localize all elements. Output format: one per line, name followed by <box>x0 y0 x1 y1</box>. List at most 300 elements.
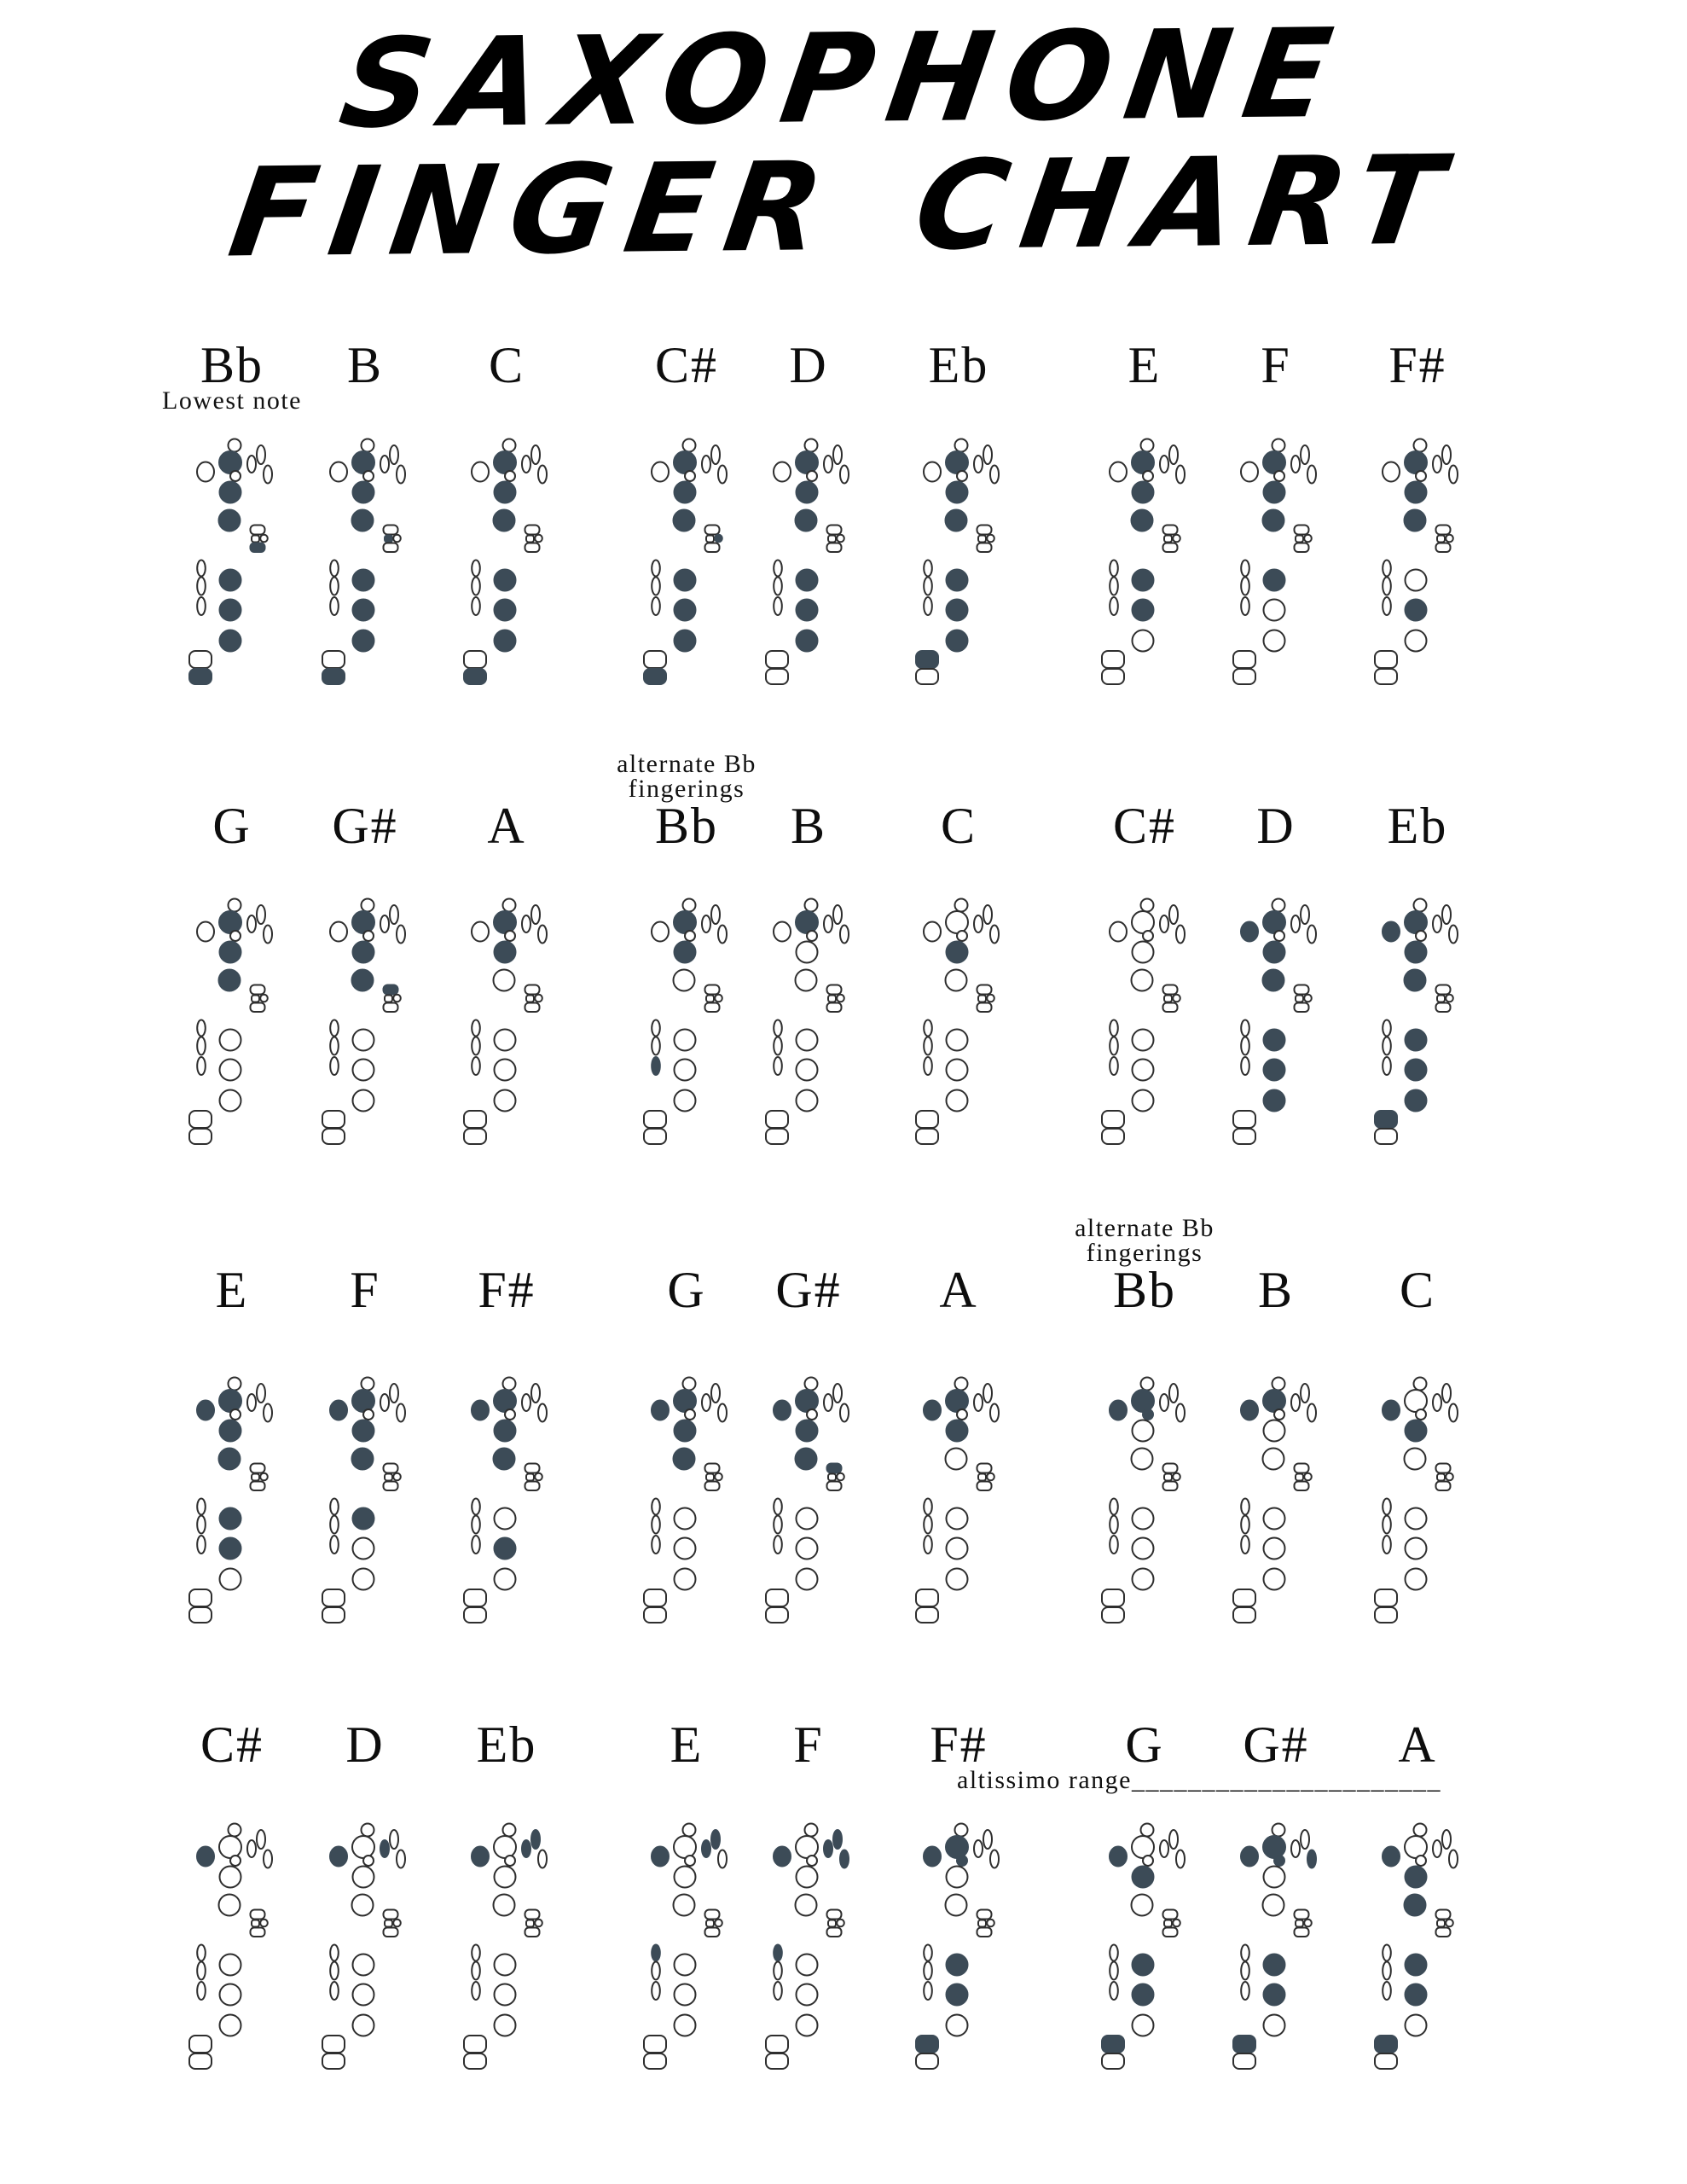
e-main-key-icon <box>1264 600 1285 621</box>
low-c-pinky-key-icon <box>189 2053 212 2069</box>
palm-d-key-icon <box>974 1840 983 1857</box>
f-main-key-icon <box>675 1508 696 1530</box>
b-main-key-icon <box>1263 451 1285 473</box>
eb-pinky-key-icon <box>644 651 666 668</box>
palm-eb-key-icon <box>1442 445 1451 464</box>
front-f-key-icon <box>229 1378 241 1391</box>
bis-bb-key-icon <box>957 1856 967 1866</box>
palm-d-key-icon <box>824 915 832 932</box>
octave-key-icon <box>330 1847 347 1867</box>
fingering-diagram <box>1231 1815 1325 2071</box>
f-main-key-icon <box>353 1030 374 1051</box>
side-e-key-icon <box>197 1499 206 1515</box>
a-main-key-icon <box>797 1420 818 1442</box>
fingering-diagram <box>641 431 735 687</box>
low-b-pinky-key-icon <box>385 1920 392 1927</box>
fingering-diagram <box>1372 431 1466 687</box>
side-e-key-icon <box>197 1945 206 1961</box>
g-sharp-pinky-key-icon <box>384 1464 398 1473</box>
e-main-key-icon <box>947 600 968 621</box>
eb-pinky-key-icon <box>189 2036 212 2053</box>
low-b-pinky-key-icon <box>1437 996 1445 1002</box>
g-main-key-icon <box>796 510 817 531</box>
side-e-key-icon <box>1383 1499 1391 1515</box>
eb-pinky-key-icon <box>1233 1589 1255 1606</box>
low-c-sharp-pinky-key-icon <box>987 1473 994 1481</box>
g-sharp-pinky-key-icon <box>1436 526 1451 535</box>
low-c-sharp-pinky-key-icon <box>1173 1920 1180 1927</box>
octave-key-icon <box>924 1847 941 1867</box>
palm-eb-key-icon <box>1301 445 1309 464</box>
g-sharp-pinky-key-icon <box>705 985 720 995</box>
low-b-pinky-key-icon <box>706 1474 714 1481</box>
octave-key-icon <box>1383 1847 1400 1867</box>
d-main-key-icon <box>797 2015 818 2036</box>
palm-f-key-icon <box>1449 926 1458 944</box>
side-e-key-icon <box>774 1499 782 1515</box>
low-bb-pinky-key-icon <box>525 1482 540 1491</box>
front-f-key-icon <box>955 439 968 452</box>
side-bb-key-icon <box>774 1536 782 1554</box>
eb-pinky-key-icon <box>464 1111 486 1128</box>
b-main-key-icon <box>1132 451 1154 473</box>
side-e-key-icon <box>1110 1945 1118 1961</box>
b-main-key-icon <box>494 1390 516 1412</box>
low-b-pinky-key-icon <box>978 1474 986 1481</box>
side-c-key-icon <box>924 1516 932 1534</box>
fingering-diagram <box>913 1369 1007 1625</box>
fingering-diagram <box>320 1369 414 1625</box>
side-c-key-icon <box>1241 1516 1249 1534</box>
note-label: E <box>215 1262 249 1318</box>
note-label: B <box>790 798 827 854</box>
palm-d-key-icon <box>1433 1394 1441 1411</box>
front-f-key-icon <box>683 1824 696 1837</box>
e-main-key-icon <box>495 1060 516 1081</box>
palm-f-key-icon <box>397 1404 405 1422</box>
e-main-key-icon <box>353 1538 374 1560</box>
eb-pinky-key-icon <box>189 1111 212 1128</box>
d-main-key-icon <box>353 1569 374 1590</box>
low-c-sharp-pinky-key-icon <box>535 535 542 543</box>
palm-f-key-icon <box>538 926 547 944</box>
front-f-key-icon <box>1272 1378 1285 1391</box>
low-b-pinky-key-icon <box>1437 536 1445 543</box>
bis-bb-key-icon <box>685 471 695 481</box>
fingering-diagram <box>1099 891 1193 1147</box>
g-main-key-icon <box>352 1449 374 1470</box>
eb-pinky-key-icon <box>1233 1111 1255 1128</box>
low-c-sharp-pinky-key-icon <box>837 1473 844 1481</box>
side-bb-key-icon <box>924 1057 932 1075</box>
alternate-fingering-note: alternate Bb <box>617 750 757 778</box>
front-f-key-icon <box>955 1378 968 1391</box>
bis-bb-key-icon <box>505 1409 515 1420</box>
side-bb-key-icon <box>1110 1057 1118 1075</box>
palm-d-key-icon <box>1433 456 1441 473</box>
side-e-key-icon <box>1110 1499 1118 1515</box>
low-bb-pinky-key-icon <box>525 1003 540 1013</box>
g-sharp-pinky-key-icon <box>384 985 398 995</box>
eb-pinky-key-icon <box>1102 2036 1124 2053</box>
d-main-key-icon <box>1406 1090 1427 1112</box>
eb-pinky-key-icon <box>1102 1111 1124 1128</box>
bis-bb-key-icon <box>807 1856 817 1866</box>
note-label: F# <box>930 1716 988 1773</box>
side-c-key-icon <box>774 1516 782 1534</box>
fingering-diagram <box>763 431 857 687</box>
low-bb-pinky-key-icon <box>705 1482 720 1491</box>
a-main-key-icon <box>220 942 241 963</box>
f-main-key-icon <box>495 1955 516 1976</box>
side-bb-key-icon <box>1241 1982 1249 2000</box>
lowest-note-caption: Lowest note <box>162 386 302 415</box>
octave-key-icon <box>1110 922 1127 942</box>
eb-pinky-key-icon <box>1233 2036 1255 2053</box>
octave-key-icon <box>652 922 669 942</box>
side-bb-key-icon <box>1383 1982 1391 2000</box>
bis-bb-key-icon <box>1274 471 1284 481</box>
bis-bb-key-icon <box>505 931 515 941</box>
palm-eb-key-icon <box>983 905 992 924</box>
eb-pinky-key-icon <box>1375 1589 1397 1606</box>
note-label: A <box>487 798 526 854</box>
fingering-diagram <box>320 1815 414 2071</box>
eb-pinky-key-icon <box>766 1111 788 1128</box>
low-b-pinky-key-icon <box>526 536 534 543</box>
palm-f-key-icon <box>990 1850 999 1868</box>
fingering-diagram <box>913 891 1007 1147</box>
side-bb-key-icon <box>1383 597 1391 615</box>
bis-bb-key-icon <box>685 1409 695 1420</box>
low-b-pinky-key-icon <box>828 996 836 1002</box>
palm-eb-key-icon <box>1442 905 1451 924</box>
b-main-key-icon <box>1405 911 1427 933</box>
octave-key-icon <box>652 1401 669 1420</box>
side-c-key-icon <box>1241 578 1249 595</box>
front-f-key-icon <box>1272 1824 1285 1837</box>
b-main-key-icon <box>796 911 818 933</box>
palm-f-key-icon <box>990 1404 999 1422</box>
note-label: F <box>793 1716 824 1773</box>
bis-bb-key-icon <box>685 1856 695 1866</box>
d-main-key-icon <box>797 630 818 652</box>
note-label: G <box>667 1262 706 1318</box>
d-main-key-icon <box>353 2015 374 2036</box>
low-bb-pinky-key-icon <box>705 1003 720 1013</box>
low-bb-pinky-key-icon <box>1163 1482 1178 1491</box>
side-c-key-icon <box>197 1962 206 1980</box>
b-main-key-icon <box>1263 911 1285 933</box>
d-main-key-icon <box>353 630 374 652</box>
side-e-key-icon <box>774 1020 782 1037</box>
e-main-key-icon <box>1133 1538 1154 1560</box>
low-c-pinky-key-icon <box>189 1129 212 1144</box>
palm-d-key-icon <box>1291 915 1300 932</box>
d-main-key-icon <box>675 1569 696 1590</box>
f-main-key-icon <box>1406 1955 1427 1976</box>
d-main-key-icon <box>1264 1090 1285 1112</box>
e-main-key-icon <box>1264 1984 1285 2006</box>
eb-pinky-key-icon <box>766 2036 788 2053</box>
octave-key-icon <box>652 462 669 482</box>
g-sharp-pinky-key-icon <box>705 1910 720 1920</box>
front-f-key-icon <box>683 439 696 452</box>
side-e-key-icon <box>924 1499 932 1515</box>
low-bb-pinky-key-icon <box>977 1003 992 1013</box>
fingering-diagram <box>1099 431 1193 687</box>
side-c-key-icon <box>1110 1516 1118 1534</box>
g-main-key-icon <box>1263 1449 1284 1470</box>
e-main-key-icon <box>353 1984 374 2006</box>
palm-f-key-icon <box>1176 926 1185 944</box>
f-main-key-icon <box>495 570 516 591</box>
palm-f-key-icon <box>397 926 405 944</box>
g-sharp-pinky-key-icon <box>1436 1464 1451 1473</box>
low-b-pinky-key-icon <box>385 1474 392 1481</box>
d-main-key-icon <box>1264 1569 1285 1590</box>
a-main-key-icon <box>1406 1420 1427 1442</box>
palm-eb-key-icon <box>983 445 992 464</box>
note-label: Bb <box>200 337 264 393</box>
e-main-key-icon <box>797 600 818 621</box>
a-main-key-icon <box>797 1867 818 1888</box>
low-c-sharp-pinky-key-icon <box>1304 1473 1312 1481</box>
g-sharp-pinky-key-icon <box>1295 526 1309 535</box>
side-c-key-icon <box>1383 578 1391 595</box>
low-c-pinky-key-icon <box>464 1129 486 1144</box>
g-sharp-pinky-key-icon <box>705 526 720 535</box>
side-e-key-icon <box>924 1020 932 1037</box>
palm-d-key-icon <box>824 1840 832 1857</box>
octave-key-icon <box>330 922 347 942</box>
front-f-key-icon <box>805 899 818 912</box>
low-c-pinky-key-icon <box>322 2053 345 2069</box>
b-main-key-icon <box>219 911 241 933</box>
e-main-key-icon <box>220 1538 241 1560</box>
front-f-key-icon <box>229 899 241 912</box>
side-e-key-icon <box>1110 561 1118 577</box>
a-main-key-icon <box>220 1867 241 1888</box>
eb-pinky-key-icon <box>464 651 486 668</box>
low-c-pinky-key-icon <box>1375 669 1397 684</box>
eb-pinky-key-icon <box>766 651 788 668</box>
eb-pinky-key-icon <box>322 1111 345 1128</box>
side-bb-key-icon <box>1241 1057 1249 1075</box>
low-b-pinky-key-icon <box>1437 1474 1445 1481</box>
palm-d-key-icon <box>1433 1840 1441 1857</box>
side-e-key-icon <box>330 1945 339 1961</box>
e-main-key-icon <box>675 1538 696 1560</box>
d-main-key-icon <box>495 2015 516 2036</box>
e-main-key-icon <box>797 1538 818 1560</box>
side-bb-key-icon <box>197 1982 206 2000</box>
low-b-pinky-key-icon <box>1437 1920 1445 1927</box>
bis-bb-key-icon <box>230 1409 241 1420</box>
d-main-key-icon <box>495 1090 516 1112</box>
note-label: C# <box>654 337 719 393</box>
side-bb-key-icon <box>1241 1536 1249 1554</box>
palm-f-key-icon <box>840 466 849 484</box>
octave-key-icon <box>1383 922 1400 942</box>
palm-d-key-icon <box>380 915 389 932</box>
bis-bb-key-icon <box>363 1409 374 1420</box>
d-main-key-icon <box>1264 630 1285 652</box>
e-main-key-icon <box>220 600 241 621</box>
a-main-key-icon <box>495 1867 516 1888</box>
fingering-diagram <box>1231 431 1325 687</box>
g-sharp-pinky-key-icon <box>384 526 398 535</box>
low-bb-pinky-key-icon <box>525 1928 540 1937</box>
low-bb-pinky-key-icon <box>827 1482 842 1491</box>
low-bb-pinky-key-icon <box>1436 1482 1451 1491</box>
palm-eb-key-icon <box>833 905 842 924</box>
palm-f-key-icon <box>264 1404 272 1422</box>
g-sharp-pinky-key-icon <box>827 985 842 995</box>
low-c-pinky-key-icon <box>464 669 486 684</box>
bis-bb-key-icon <box>1416 931 1426 941</box>
low-b-pinky-key-icon <box>978 996 986 1002</box>
g-sharp-pinky-key-icon <box>384 1910 398 1920</box>
octave-key-icon <box>472 1847 489 1867</box>
low-c-sharp-pinky-key-icon <box>260 1473 268 1481</box>
g-sharp-pinky-key-icon <box>1295 1464 1309 1473</box>
low-c-sharp-pinky-key-icon <box>837 1920 844 1927</box>
octave-key-icon <box>774 462 791 482</box>
f-main-key-icon <box>797 1955 818 1976</box>
palm-f-key-icon <box>1307 466 1316 484</box>
palm-d-key-icon <box>1160 456 1168 473</box>
bis-bb-key-icon <box>363 471 374 481</box>
octave-key-icon <box>924 1401 941 1420</box>
a-main-key-icon <box>495 1420 516 1442</box>
d-main-key-icon <box>220 630 241 652</box>
octave-key-icon <box>652 1847 669 1867</box>
low-b-pinky-key-icon <box>252 1474 259 1481</box>
low-c-pinky-key-icon <box>1102 1129 1124 1144</box>
low-c-sharp-pinky-key-icon <box>1304 995 1312 1002</box>
palm-eb-key-icon <box>983 1384 992 1403</box>
note-label: F <box>350 1262 380 1318</box>
f-main-key-icon <box>495 1508 516 1530</box>
palm-f-key-icon <box>1176 1404 1185 1422</box>
e-main-key-icon <box>947 1060 968 1081</box>
note-label: Eb <box>476 1716 537 1773</box>
palm-f-key-icon <box>1449 1850 1458 1868</box>
octave-key-icon <box>1241 922 1258 942</box>
low-c-pinky-key-icon <box>1233 2053 1255 2069</box>
low-b-pinky-key-icon <box>978 536 986 543</box>
octave-key-icon <box>330 462 347 482</box>
palm-eb-key-icon <box>257 445 265 464</box>
side-e-key-icon <box>330 1499 339 1515</box>
palm-f-key-icon <box>538 1850 547 1868</box>
b-main-key-icon <box>674 911 696 933</box>
low-bb-pinky-key-icon <box>384 543 398 553</box>
palm-f-key-icon <box>1176 1850 1185 1868</box>
front-f-key-icon <box>955 1824 968 1837</box>
bis-bb-key-icon <box>1416 1409 1426 1420</box>
g-main-key-icon <box>1405 510 1426 531</box>
eb-pinky-key-icon <box>1375 651 1397 668</box>
low-c-sharp-pinky-key-icon <box>393 535 401 543</box>
side-c-key-icon <box>330 1516 339 1534</box>
a-main-key-icon <box>1406 942 1427 963</box>
b-main-key-icon <box>352 1836 374 1858</box>
side-bb-key-icon <box>924 1536 932 1554</box>
side-e-key-icon <box>652 1945 660 1961</box>
alternate-fingering-note: fingerings <box>628 775 745 803</box>
side-c-key-icon <box>1110 1962 1118 1980</box>
low-bb-pinky-key-icon <box>977 1482 992 1491</box>
note-label: C <box>1399 1262 1436 1318</box>
palm-eb-key-icon <box>833 445 842 464</box>
palm-d-key-icon <box>702 915 710 932</box>
d-main-key-icon <box>947 1569 968 1590</box>
palm-eb-key-icon <box>711 1384 720 1403</box>
a-main-key-icon <box>797 482 818 503</box>
side-e-key-icon <box>330 1020 339 1037</box>
octave-key-icon <box>1110 462 1127 482</box>
front-f-key-icon <box>1141 899 1154 912</box>
side-e-key-icon <box>1241 1499 1249 1515</box>
octave-key-icon <box>197 922 214 942</box>
b-main-key-icon <box>1405 1836 1427 1858</box>
g-sharp-pinky-key-icon <box>1163 985 1178 995</box>
octave-key-icon <box>472 1401 489 1420</box>
palm-d-key-icon <box>1433 915 1441 932</box>
side-c-key-icon <box>330 1962 339 1980</box>
low-b-pinky-key-icon <box>706 1920 714 1927</box>
side-e-key-icon <box>924 561 932 577</box>
palm-f-key-icon <box>1307 926 1316 944</box>
g-sharp-pinky-key-icon <box>977 1910 992 1920</box>
low-c-sharp-pinky-key-icon <box>393 1920 401 1927</box>
note-label: G# <box>1243 1716 1309 1773</box>
front-f-key-icon <box>1414 439 1427 452</box>
e-main-key-icon <box>797 1060 818 1081</box>
fingering-diagram <box>461 1369 555 1625</box>
f-main-key-icon <box>353 1508 374 1530</box>
fingering-diagram <box>1372 1369 1466 1625</box>
palm-eb-key-icon <box>531 905 540 924</box>
g-main-key-icon <box>946 1895 967 1916</box>
palm-eb-key-icon <box>983 1830 992 1849</box>
side-c-key-icon <box>924 1037 932 1055</box>
title-line-2: FINGER CHART <box>221 128 1466 285</box>
b-main-key-icon <box>1132 911 1154 933</box>
low-bb-pinky-key-icon <box>251 543 265 553</box>
low-c-pinky-key-icon <box>916 2053 938 2069</box>
low-b-pinky-key-icon <box>385 536 392 543</box>
b-main-key-icon <box>1132 1390 1154 1412</box>
g-main-key-icon <box>946 510 967 531</box>
g-sharp-pinky-key-icon <box>1436 985 1451 995</box>
d-main-key-icon <box>1133 2015 1154 2036</box>
low-bb-pinky-key-icon <box>827 1003 842 1013</box>
palm-d-key-icon <box>380 1394 389 1411</box>
low-b-pinky-key-icon <box>252 536 259 543</box>
eb-pinky-key-icon <box>1375 2036 1397 2053</box>
octave-key-icon <box>1383 1401 1400 1420</box>
e-main-key-icon <box>220 1060 241 1081</box>
low-b-pinky-key-icon <box>978 1920 986 1927</box>
low-c-sharp-pinky-key-icon <box>715 1920 722 1927</box>
octave-key-icon <box>197 1847 214 1867</box>
palm-f-key-icon <box>840 1850 849 1868</box>
side-e-key-icon <box>330 561 339 577</box>
front-f-key-icon <box>503 899 516 912</box>
